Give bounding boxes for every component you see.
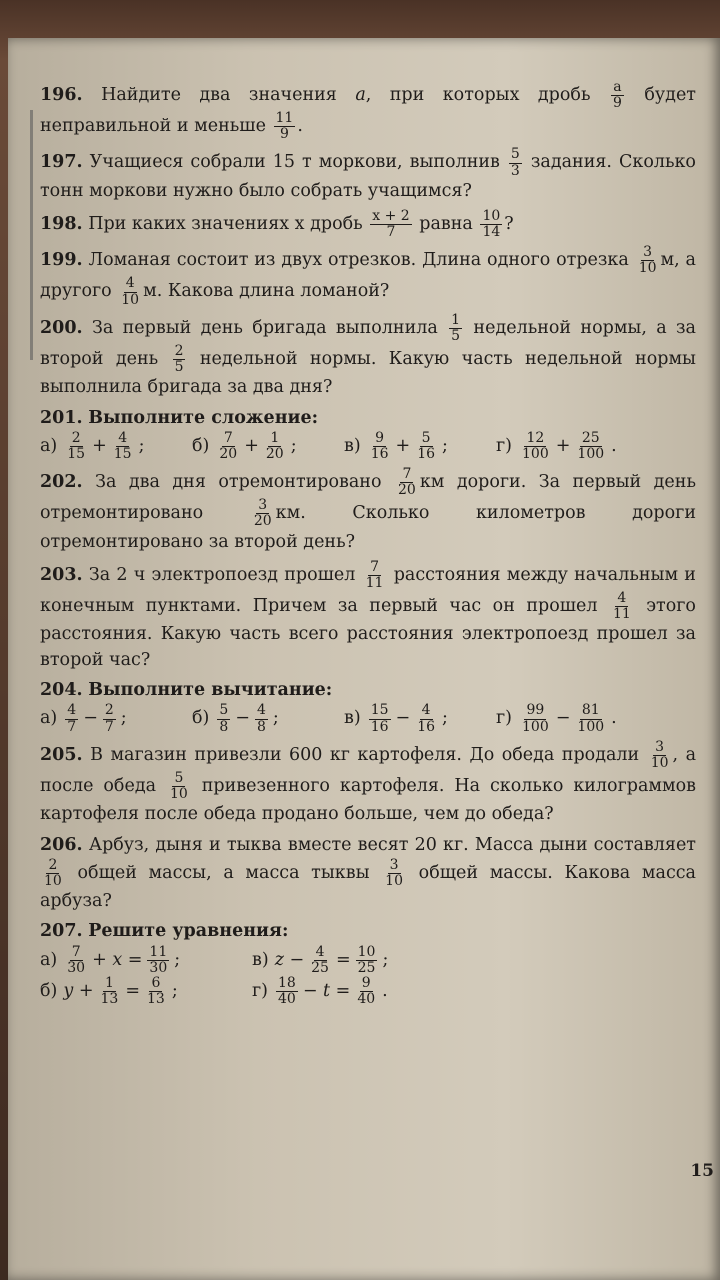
numerator: 3	[258, 497, 268, 514]
denominator: 20	[253, 513, 272, 530]
equation-item	[40, 976, 230, 1007]
fraction	[575, 431, 606, 462]
problem-197	[40, 147, 696, 204]
text: ?	[504, 214, 514, 235]
item-label: г)	[496, 435, 512, 456]
problem-206	[40, 833, 696, 915]
text: км. Сколько километров дороги отремонтировано за второй день?	[40, 503, 696, 552]
punct: ;	[442, 708, 448, 729]
numerator: 3	[389, 856, 399, 873]
denominator: 5	[451, 327, 461, 344]
fraction	[637, 245, 659, 276]
textbook-page	[8, 38, 720, 1280]
numerator: 4	[67, 702, 77, 719]
fraction	[396, 467, 418, 498]
fraction	[173, 344, 186, 375]
numerator: 11	[149, 943, 168, 960]
text: м, а другого	[40, 250, 696, 302]
denominator: 100	[577, 718, 605, 735]
denominator: 7	[104, 718, 114, 735]
numerator: 4	[617, 590, 627, 607]
denominator: 30	[67, 959, 86, 976]
problem-number: 200.	[40, 317, 83, 338]
problem-number: 203.	[40, 565, 83, 586]
denominator: 16	[370, 718, 389, 735]
fraction	[252, 498, 274, 529]
fraction	[575, 703, 606, 734]
item-label: б)	[40, 980, 58, 1001]
numerator: 5	[219, 702, 229, 719]
denominator: 16	[417, 718, 436, 735]
fraction	[520, 703, 551, 734]
page-number: 15	[690, 1161, 714, 1182]
text: равна	[419, 214, 473, 235]
equation-prefix: z −	[274, 949, 305, 970]
fraction	[217, 703, 230, 734]
punct: ;	[272, 708, 279, 729]
operator: +	[92, 435, 107, 456]
page-content	[40, 80, 696, 1012]
problem-number: 205.	[40, 744, 83, 765]
exercise-item	[496, 703, 626, 734]
denominator: 13	[147, 991, 165, 1008]
item-label: в)	[252, 949, 269, 970]
punct: ;	[120, 708, 127, 729]
numerator: x + 2	[372, 208, 410, 225]
item-label: б)	[192, 435, 210, 456]
punct: .	[611, 708, 617, 729]
exercise-item	[40, 703, 170, 734]
text: Найдите два значения	[101, 85, 337, 106]
numerator: 10	[482, 208, 501, 225]
fraction	[370, 209, 411, 240]
equation-middle: + x =	[92, 949, 143, 970]
fraction	[649, 740, 671, 771]
fraction	[276, 976, 298, 1007]
denominator: 20	[397, 482, 416, 499]
numerator: 6	[151, 975, 161, 992]
text: будет неправильной и меньше	[40, 85, 696, 137]
fraction	[119, 276, 141, 307]
punct: ;	[171, 980, 178, 1001]
text: За 2 ч электропоезд прошел	[88, 565, 356, 586]
exercise-item	[496, 431, 626, 462]
numerator: 1	[270, 429, 280, 446]
numerator: 7	[370, 558, 380, 575]
denominator: 15	[113, 445, 132, 462]
fraction	[383, 858, 405, 889]
fraction	[65, 431, 87, 462]
numerator: 99	[526, 702, 545, 719]
fraction	[415, 703, 437, 734]
problem-207	[40, 919, 696, 1007]
problem-198	[40, 209, 696, 240]
denominator: 10	[169, 786, 188, 803]
item-label: в)	[344, 435, 361, 456]
equation-prefix: y +	[63, 980, 94, 1001]
denominator: 25	[357, 959, 376, 976]
denominator: 8	[256, 718, 266, 735]
punct: ;	[382, 949, 389, 970]
problem-number: 198.	[40, 214, 83, 235]
denominator: 20	[219, 445, 238, 462]
equation-row	[40, 945, 696, 976]
text: Арбуз, дыня и тыква вместе весят 20 кг. Масса дыни составляет	[88, 834, 696, 855]
denominator: 100	[577, 445, 605, 462]
exercise-row	[40, 431, 696, 462]
margin-bar	[30, 110, 33, 360]
item-label: в)	[344, 708, 361, 729]
operator: +	[395, 435, 411, 456]
numerator: 11	[275, 110, 294, 127]
denominator: 10	[650, 754, 669, 771]
equation-item	[252, 945, 388, 976]
denominator: 40	[278, 991, 296, 1008]
numerator: 2	[104, 702, 114, 719]
fraction	[356, 945, 378, 976]
problem-number: 199.	[40, 250, 83, 271]
problem-title: Выполните вычитание:	[88, 680, 333, 701]
denominator: 8	[219, 718, 229, 735]
punct: ;	[174, 949, 181, 970]
problem-number: 204.	[40, 680, 83, 701]
text: общей массы, а масса тыквы	[77, 862, 370, 883]
text: За два дня отремонтировано	[95, 472, 382, 493]
operator: −	[235, 708, 250, 729]
denominator: 10	[638, 260, 657, 277]
fraction	[99, 976, 121, 1007]
numerator: 5	[421, 429, 431, 446]
denominator: 11	[365, 575, 384, 592]
variable: a	[355, 85, 366, 106]
numerator: 4	[256, 702, 266, 719]
fraction	[611, 591, 633, 622]
fraction	[65, 703, 78, 734]
fraction	[217, 431, 239, 462]
equation-item	[40, 945, 230, 976]
fraction	[264, 431, 286, 462]
problem-number: 202.	[40, 472, 83, 493]
denominator: 10	[44, 872, 62, 889]
equation-middle: − t =	[302, 980, 351, 1001]
problem-number: 197.	[40, 152, 83, 173]
text: км дороги. За первый день отремонтировано	[40, 472, 696, 524]
exercise-row	[40, 703, 696, 734]
problem-201	[40, 406, 696, 463]
fraction	[611, 80, 624, 111]
fraction	[147, 945, 169, 976]
text: расстояния между начальным и конечным пунктами. Причем за первый час он прошел	[40, 565, 696, 617]
denominator: 15	[67, 445, 86, 462]
problem-title: Выполните сложение:	[88, 407, 319, 428]
numerator: 81	[581, 702, 600, 719]
operator: +	[244, 435, 259, 456]
fraction	[369, 703, 391, 734]
item-label: г)	[252, 980, 268, 1001]
numerator: 5	[174, 769, 184, 786]
text: общей массы. Какова масса арбуза?	[40, 862, 696, 912]
problem-205	[40, 740, 696, 828]
text: задания. Сколько тонн моркови нужно было собрать учащимся?	[40, 152, 696, 201]
text: недельной нормы, а за второй день	[40, 317, 696, 370]
exercise-item	[344, 703, 474, 734]
equation-middle: =	[335, 949, 351, 970]
equation-middle: =	[125, 980, 140, 1001]
fraction	[103, 703, 116, 734]
numerator: 7	[223, 429, 233, 446]
text: этого расстояния. Какую часть всего расстояния электропоезд прошел за второй час?	[40, 596, 696, 670]
exercise-item	[192, 703, 322, 734]
operator: −	[555, 708, 571, 729]
item-label: а)	[40, 708, 58, 729]
problem-200	[40, 313, 696, 401]
numerator: 15	[370, 702, 389, 719]
numerator: 18	[278, 975, 296, 992]
numerator: 4	[421, 702, 431, 719]
exercise-item	[344, 431, 474, 462]
text: .	[297, 116, 303, 137]
numerator: 2	[48, 856, 58, 873]
numerator: 25	[581, 429, 600, 446]
punct: .	[611, 435, 617, 456]
problem-202	[40, 467, 696, 555]
punct: ;	[290, 435, 297, 456]
text: привезенного картофеля. На сколько килограммов картофеля после обеда продано больше, чем до обеда?	[40, 776, 696, 825]
operator: +	[555, 435, 571, 456]
fraction	[274, 111, 296, 142]
fraction	[520, 431, 551, 462]
denominator: 13	[100, 991, 119, 1008]
problem-number: 196.	[40, 85, 83, 106]
punct: ;	[138, 435, 145, 456]
problem-number: 206.	[40, 834, 83, 855]
numerator: 9	[361, 975, 371, 992]
fraction	[355, 976, 377, 1007]
numerator: 3	[643, 244, 653, 261]
problem-204	[40, 678, 696, 735]
numerator: 1	[104, 975, 114, 992]
numerator: 4	[125, 275, 135, 292]
fraction	[112, 431, 134, 462]
denominator: 40	[357, 991, 376, 1008]
problem-199	[40, 245, 696, 307]
numerator: a	[613, 79, 622, 95]
fraction	[65, 945, 87, 976]
denominator: 7	[386, 224, 396, 241]
denominator: 16	[370, 445, 389, 462]
denominator: 25	[311, 959, 329, 976]
fraction	[509, 147, 522, 178]
exercise-item	[192, 431, 322, 462]
numerator: 5	[510, 146, 520, 163]
denominator: 7	[67, 718, 77, 735]
numerator: 7	[71, 943, 81, 960]
fraction	[369, 431, 391, 462]
text: м. Какова длина ломаной?	[143, 281, 390, 302]
text: При каких значениях x дробь	[88, 214, 363, 235]
fraction	[364, 560, 386, 591]
denominator: 100	[522, 445, 549, 462]
text: , а после обеда	[40, 744, 697, 797]
denominator: 20	[265, 445, 284, 462]
text: В магазин привезли 600 кг картофеля. До обеда продали	[90, 744, 640, 765]
punct: ;	[442, 435, 448, 456]
fraction	[168, 771, 190, 802]
fraction	[42, 858, 64, 889]
denominator: 5	[174, 359, 184, 376]
text: Ломаная состоит из двух отрезков. Длина одного отрезка	[88, 250, 629, 271]
denominator: 9	[279, 126, 289, 143]
denominator: 16	[417, 445, 436, 462]
numerator: 7	[402, 466, 412, 483]
operator: −	[395, 708, 411, 729]
punct: .	[382, 980, 388, 1001]
text: , при которых дробь	[365, 85, 591, 106]
numerator: 12	[526, 429, 545, 446]
problem-number: 201.	[40, 407, 83, 428]
fraction	[449, 313, 462, 344]
text: недельной нормы. Какую часть недельной нормы выполнила бригада за два дня?	[40, 349, 696, 398]
denominator: 11	[612, 606, 631, 623]
exercise-item	[40, 431, 170, 462]
problem-number: 207.	[40, 921, 83, 942]
numerator: 2	[174, 342, 184, 359]
fraction	[480, 209, 502, 240]
numerator: 4	[118, 429, 128, 446]
text: За первый день бригада выполнила	[91, 317, 438, 338]
text: Учащиеся собрали 15 т моркови, выполнив	[89, 152, 500, 173]
denominator: 14	[482, 224, 501, 241]
numerator: 4	[315, 943, 325, 960]
problem-196	[40, 80, 696, 142]
fraction	[255, 703, 268, 734]
numerator: 1	[451, 311, 461, 328]
fraction	[415, 431, 437, 462]
denominator: 30	[149, 959, 168, 976]
numerator: 10	[357, 943, 376, 960]
fraction	[145, 976, 167, 1007]
item-label: а)	[40, 949, 58, 970]
denominator: 3	[510, 162, 520, 179]
denominator: 10	[121, 291, 140, 308]
problem-title: Решите уравнения:	[88, 921, 289, 942]
item-label: г)	[496, 708, 512, 729]
numerator: 2	[71, 429, 81, 446]
item-label: а)	[40, 435, 58, 456]
item-label: б)	[192, 708, 210, 729]
fraction	[309, 945, 331, 976]
numerator: 3	[655, 738, 665, 755]
equation-item	[252, 976, 388, 1007]
operator: −	[83, 708, 98, 729]
equation-row	[40, 976, 696, 1007]
problem-203	[40, 560, 696, 673]
denominator: 9	[612, 95, 622, 112]
denominator: 100	[522, 718, 549, 735]
denominator: 10	[385, 872, 403, 889]
numerator: 9	[375, 429, 385, 446]
